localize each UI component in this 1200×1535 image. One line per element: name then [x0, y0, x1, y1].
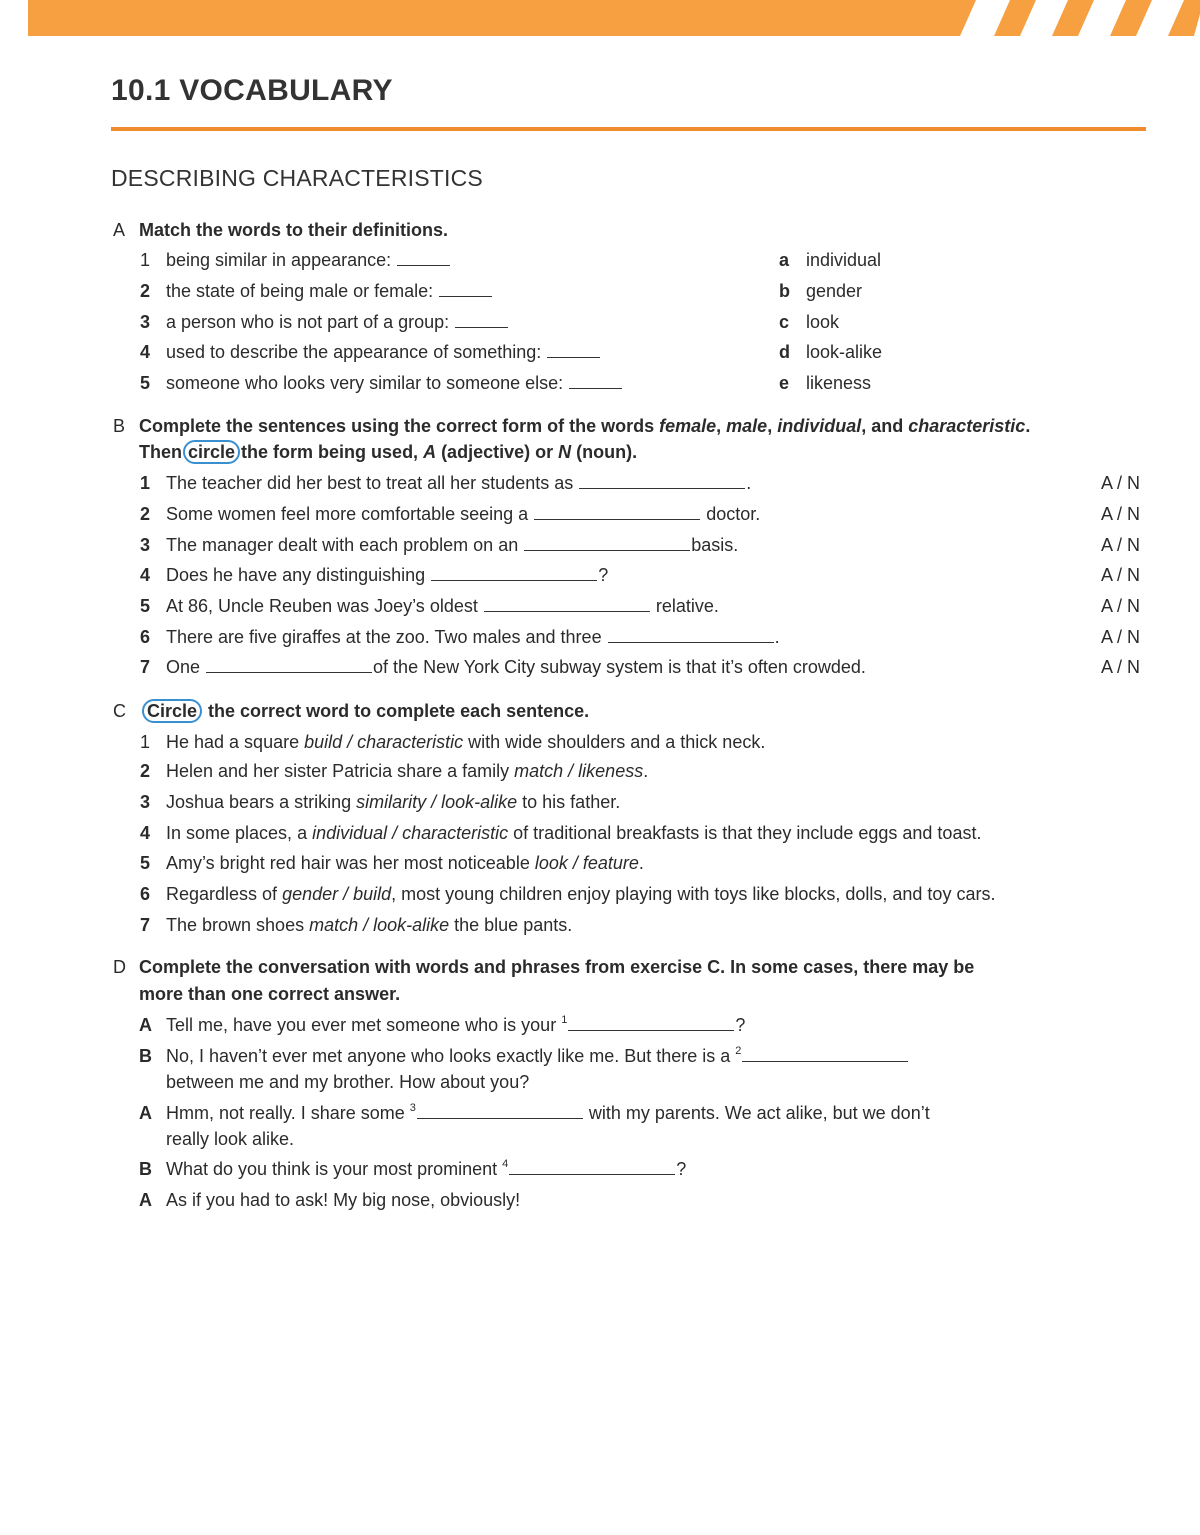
exercise-instruction: Match the words to their definitions. [139, 220, 449, 240]
item-number: 1 [140, 250, 151, 270]
answer-blank[interactable] [417, 1102, 583, 1119]
answer-blank[interactable] [534, 503, 700, 520]
exercise-letter: C [113, 701, 126, 721]
exercise-instruction: Circle the correct word to complete each sentence. [141, 698, 589, 724]
speaker-label: B [139, 1046, 152, 1066]
answer-blank[interactable] [579, 472, 745, 489]
exercise-instruction: Complete the conversation with words and phrases from exercise C. In some cases, there may be [139, 957, 975, 977]
dialogue-text: Tell me, have you ever met someone who is your $^1$ ? [166, 1014, 746, 1035]
word-choice[interactable]: look / feature [534, 853, 639, 873]
item-sentence: Does he have any distinguishing ? [166, 565, 609, 585]
circled-word: Circle [142, 699, 202, 723]
item-text: someone who looks very similar to someone else: [166, 370, 623, 396]
banner-stripes-graphic [28, 0, 1200, 36]
exercise-instruction-cont: more than one correct answer. [139, 984, 401, 1004]
exercise-letter: D [113, 957, 126, 977]
answer-blank[interactable] [742, 1045, 908, 1062]
item-number: 6 [140, 884, 151, 904]
item-number: 5 [140, 853, 151, 873]
speaker-label: A [139, 1103, 152, 1123]
item-number: 5 [140, 596, 151, 616]
item-text: the state of being male or female: [166, 278, 493, 304]
item-text: being similar in appearance: [166, 247, 451, 273]
answer-blank[interactable] [509, 1158, 675, 1175]
item-number: 2 [140, 281, 151, 301]
adjective-noun-choice[interactable]: A / N [1101, 565, 1141, 585]
item-number: 4 [140, 342, 151, 362]
speaker-label: A [139, 1015, 152, 1035]
dialogue-text: No, I haven’t ever met anyone who looks exactly like me. But there is a $^2$ [166, 1043, 909, 1069]
option-word: look [806, 312, 840, 332]
adjective-noun-choice[interactable]: A / N [1101, 657, 1141, 677]
item-sentence: Joshua bears a striking similarity / look-alike to his father. [166, 792, 621, 812]
option-word: likeness [806, 373, 872, 393]
option-letter: d [779, 342, 790, 362]
item-number: 1 [140, 473, 151, 493]
word-choice[interactable]: build / characteristic [304, 732, 464, 752]
option-letter: a [779, 250, 790, 270]
adjective-noun-choice[interactable]: A / N [1101, 596, 1141, 616]
answer-blank[interactable] [568, 1014, 734, 1031]
option-letter: b [779, 281, 790, 301]
circled-word: circle [183, 440, 240, 464]
item-sentence: At 86, Uncle Reuben was Joey’s oldest relative. [166, 596, 719, 616]
item-sentence: He had a square build / characteristic with wide shoulders and a thick neck. [166, 732, 766, 752]
item-text: used to describe the appearance of something: [166, 339, 601, 365]
answer-blank[interactable] [484, 595, 650, 612]
dialogue-text: What do you think is your most prominent $^4$ ? [166, 1158, 687, 1179]
item-number: 5 [140, 373, 151, 393]
item-number: 3 [140, 535, 151, 555]
header-banner [28, 0, 1200, 36]
item-sentence: In some places, a individual / characteristic of traditional breakfasts is that they include eggs and toast. [166, 823, 982, 843]
word-choice[interactable]: gender / build [282, 884, 392, 904]
section-subtitle: DESCRIBING CHARACTERISTICS [111, 165, 483, 191]
speaker-label: B [139, 1159, 152, 1179]
answer-blank[interactable] [206, 656, 372, 673]
option-word: look-alike [806, 342, 883, 362]
option-letter: c [779, 312, 790, 332]
speaker-label: A [139, 1190, 152, 1210]
item-sentence: There are five giraffes at the zoo. Two males and three . [166, 627, 780, 647]
answer-blank[interactable] [431, 564, 597, 581]
item-sentence: Some women feel more comfortable seeing a doctor. [166, 504, 761, 524]
item-sentence: One of the New York City subway system is that it’s often crowded. [166, 657, 866, 677]
word-choice[interactable]: match / look-alike [309, 915, 450, 935]
answer-blank[interactable] [455, 311, 508, 328]
item-number: 7 [140, 915, 151, 935]
page-title: 10.1 VOCABULARY [111, 74, 393, 107]
item-number: 1 [140, 732, 151, 752]
answer-blank[interactable] [547, 341, 600, 358]
exercise-letter: B [113, 416, 126, 436]
item-sentence: Helen and her sister Patricia share a family match / likeness. [166, 761, 649, 781]
answer-blank[interactable] [439, 280, 492, 297]
item-sentence: Amy’s bright red hair was her most noticeable look / feature. [166, 853, 644, 873]
dialogue-text: As if you had to ask! My big nose, obviously! [166, 1190, 521, 1210]
adjective-noun-choice[interactable]: A / N [1101, 473, 1141, 493]
item-number: 2 [140, 504, 151, 524]
option-word: gender [806, 281, 863, 301]
answer-blank[interactable] [524, 534, 690, 551]
adjective-noun-choice[interactable]: A / N [1101, 504, 1141, 524]
answer-blank[interactable] [569, 372, 622, 389]
option-letter: e [779, 373, 790, 393]
answer-blank[interactable] [397, 249, 450, 266]
dialogue-text: between me and my brother. How about you? [166, 1072, 530, 1092]
title-divider [111, 127, 1146, 131]
item-number: 4 [140, 565, 151, 585]
item-number: 7 [140, 657, 151, 677]
item-number: 6 [140, 627, 151, 647]
item-number: 2 [140, 761, 151, 781]
item-number: 4 [140, 823, 151, 843]
item-text: a person who is not part of a group: [166, 309, 509, 335]
exercise-instruction: Complete the sentences using the correct form of the words female, male, individual, and characteristic. [139, 416, 1031, 436]
item-sentence: The brown shoes match / look-alike the blue pants. [166, 915, 573, 935]
option-word: individual [806, 250, 882, 270]
word-choice[interactable]: individual / characteristic [312, 823, 509, 843]
adjective-noun-choice[interactable]: A / N [1101, 627, 1141, 647]
adjective-noun-choice[interactable]: A / N [1101, 535, 1141, 555]
item-sentence: The teacher did her best to treat all her students as . [166, 473, 752, 493]
dialogue-text: really look alike. [166, 1129, 295, 1149]
item-sentence: The manager dealt with each problem on an basis. [166, 535, 739, 555]
exercise-instruction-cont: Then circle the form being used, A (adjective) or N (noun). [139, 442, 638, 462]
word-choice[interactable]: similarity / look-alike [356, 792, 518, 812]
item-sentence: Regardless of gender / build, most young children enjoy playing with toys like blocks, dolls, and toy cars. [166, 884, 996, 904]
answer-blank[interactable] [608, 626, 774, 643]
item-number: 3 [140, 792, 151, 812]
dialogue-text: Hmm, not really. I share some $^3$ with my parents. We act alike, but we don’t [166, 1102, 930, 1123]
word-choice[interactable]: match / likeness [514, 761, 644, 781]
exercise-letter: A [113, 220, 126, 240]
item-number: 3 [140, 312, 151, 332]
